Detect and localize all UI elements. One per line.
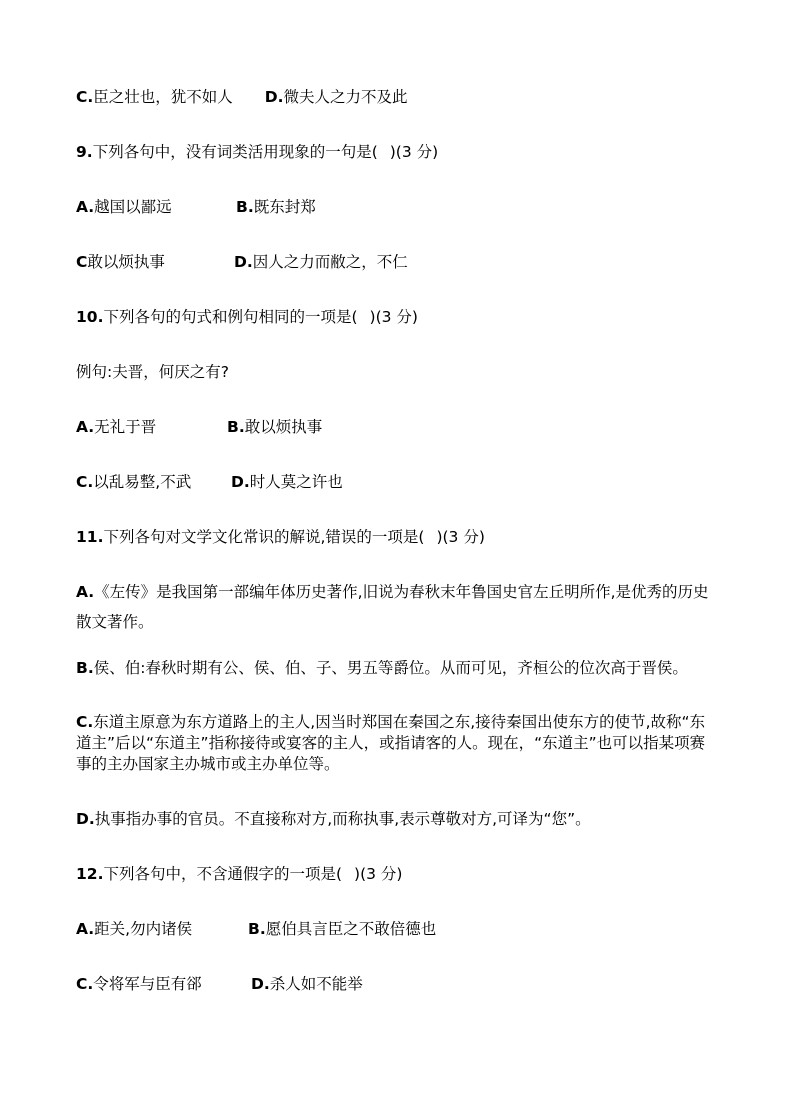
q9-option-a: A.越国以鄙远: [76, 198, 172, 216]
q10-options-cd: [76, 472, 343, 492]
q10-option-c: C.以乱易整,不武: [76, 473, 192, 491]
q9-options-ab: [76, 197, 316, 217]
q11-option-a: A.《左传》是我国第一部编年体历史著作,旧说为春秋末年鲁国史官左丘明所作,是优秀的历史散文著作。: [76, 583, 709, 631]
q12-option-a: A.距关,勿内诸侯: [76, 920, 193, 938]
q9-option-b: B.既东封郑: [236, 198, 316, 216]
q11-stem: 11.下列各句对文学文化常识的解说,错误的一项是( )(3 分): [76, 528, 485, 546]
q12-options-ab: [76, 919, 436, 939]
q10-option-a: A.无礼于晋: [76, 418, 157, 436]
q9-stem: 9.下列各句中，没有词类活用现象的一句是( )(3 分): [76, 143, 439, 161]
q10-option-b: B.敢以烦执事: [227, 418, 323, 436]
q11-option-c: C.东道主原意为东方道路上的主人,因当时郑国在秦国之东,接待秦国出使东方的使节,故称“东道主”后以“东道主”指称接待或宴客的主人，或指请客的人。现在，“东道主”也可以指某项赛事的主办国家主办城市或主办单位等。: [76, 713, 706, 773]
q10-options-ab: [76, 417, 322, 437]
q10-example: 例句:夫晋，何厌之有?: [76, 363, 229, 381]
q11-option-b: B.侯、伯:春秋时期有公、侯、伯、子、男五等爵位。从而可见，齐桓公的位次高于晋侯。: [76, 659, 688, 677]
q10-stem: 10.下列各句的句式和例句相同的一项是( )(3 分): [76, 308, 418, 326]
q12-stem: 12.下列各句中，不含通假字的一项是( )(3 分): [76, 865, 403, 883]
q11-option-d: D.执事指办事的官员。不直接称对方,而称执事,表示尊敬对方,可译为“您”。: [76, 810, 591, 828]
q12-options-cd: [76, 974, 363, 994]
q12-option-b: B.愿伯具言臣之不敢倍德也: [248, 920, 437, 938]
q10-option-d: D.时人莫之许也: [231, 473, 343, 491]
q12-option-d: D.杀人如不能举: [251, 975, 363, 993]
q9-options-cd: [76, 252, 408, 272]
q8-options-cd: [76, 87, 408, 107]
q8-option-c: C.臣之壮也，犹不如人: [76, 88, 233, 106]
q12-option-c: C.令将军与臣有郤: [76, 975, 202, 993]
q9-option-c: C敢以烦执事: [76, 253, 165, 271]
q9-option-d: D.因人之力而敝之，不仁: [234, 253, 408, 271]
q8-option-d: D.微夫人之力不及此: [264, 88, 408, 106]
